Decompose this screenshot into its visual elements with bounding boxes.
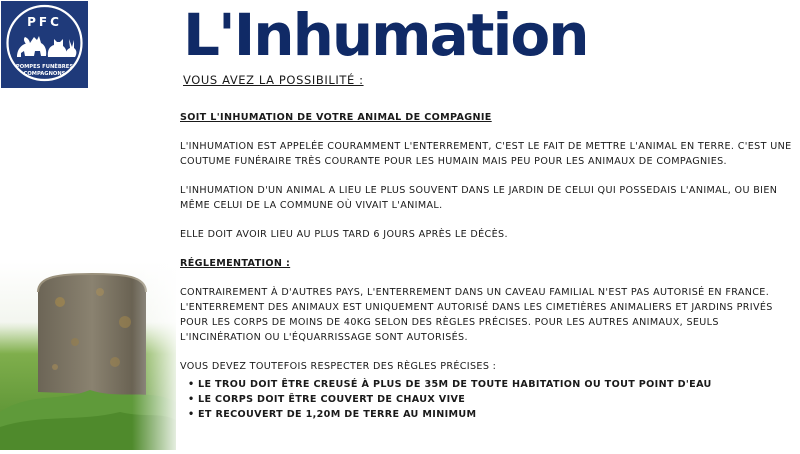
- logo-line-2: COMPAGNONS: [23, 71, 66, 77]
- page-title: L'Inhumation: [183, 1, 588, 69]
- main-content: [180, 110, 792, 422]
- paragraph-regulation: CONTRAIREMENT À D'AUTRES PAYS, L'ENTERREMENT DANS UN CAVEAU FAMILIAL N'EST PAS AUTORISÉ EN FRANCE. L'ENTERREMENT DES ANIMAUX EST UNIQUEMENT AUTORISÉ DANS LES CIMETIÈRES ANIMALIERS ET JARDINS PRIVÉS POUR LES CORPS DE MOINS DE 40KG SELON DES RÈGLES PRÉCISES. POUR LES AUTRES ANIMAUX, SEULS L'INCINÉRATION OU L'ÉQUARRISSAGE SONT AUTORISÉS.: [180, 287, 773, 343]
- logo-line-1: POMPES FUNÈBRES: [15, 64, 74, 70]
- section-heading-reglementation: RÉGLEMENTATION :: [180, 258, 291, 269]
- logo-emblem-icon: [1, 1, 88, 88]
- rules-list: [180, 377, 792, 422]
- logo-initials: PFC: [27, 15, 62, 29]
- rule-item: • LE CORPS DOIT ÊTRE COUVERT DE CHAUX VIVE: [192, 392, 792, 407]
- paragraph-definition: L'INHUMATION EST APPELÉE COURAMMENT L'ENTERREMENT, C'EST LE FAIT DE METTRE L'ANIMAL EN TERRE. C'EST UNE COUTUME FUNÉRAIRE TRÈS COURANTE POUR LES HUMAIN MAIS PEU POUR LES ANIMAUX DE COMPAGNIES.: [180, 141, 792, 167]
- paragraph-delay: ELLE DOIT AVOIR LIEU AU PLUS TARD 6 JOURS APRÈS LE DÉCÈS.: [180, 229, 508, 240]
- paragraph-rules-intro: VOUS DEVEZ TOUTEFOIS RESPECTER DES RÈGLES PRÉCISES :: [180, 361, 497, 372]
- rule-item: • ET RECOUVERT DE 1,20M DE TERRE AU MINIMUM: [192, 407, 792, 422]
- page-subtitle: VOUS AVEZ LA POSSIBILITÉ :: [183, 73, 364, 87]
- section-heading-inhumation: SOIT L'INHUMATION DE VOTRE ANIMAL DE COMPAGNIE: [180, 112, 492, 123]
- paragraph-location: L'INHUMATION D'UN ANIMAL A LIEU LE PLUS SOUVENT DANS LE JARDIN DE CELUI QUI POSSEDAIS L'ANIMAL, OU BIEN MÊME CELUI DE LA COMMUNE OÙ VIVAIT L'ANIMAL.: [180, 185, 778, 211]
- gravestone-photo: [0, 262, 176, 450]
- pfc-logo: [1, 1, 88, 88]
- gravestone-image-icon: [0, 262, 176, 450]
- rule-item: • LE TROU DOIT ÊTRE CREUSÉ À PLUS DE 35M DE TOUTE HABITATION OU TOUT POINT D'EAU: [192, 377, 792, 392]
